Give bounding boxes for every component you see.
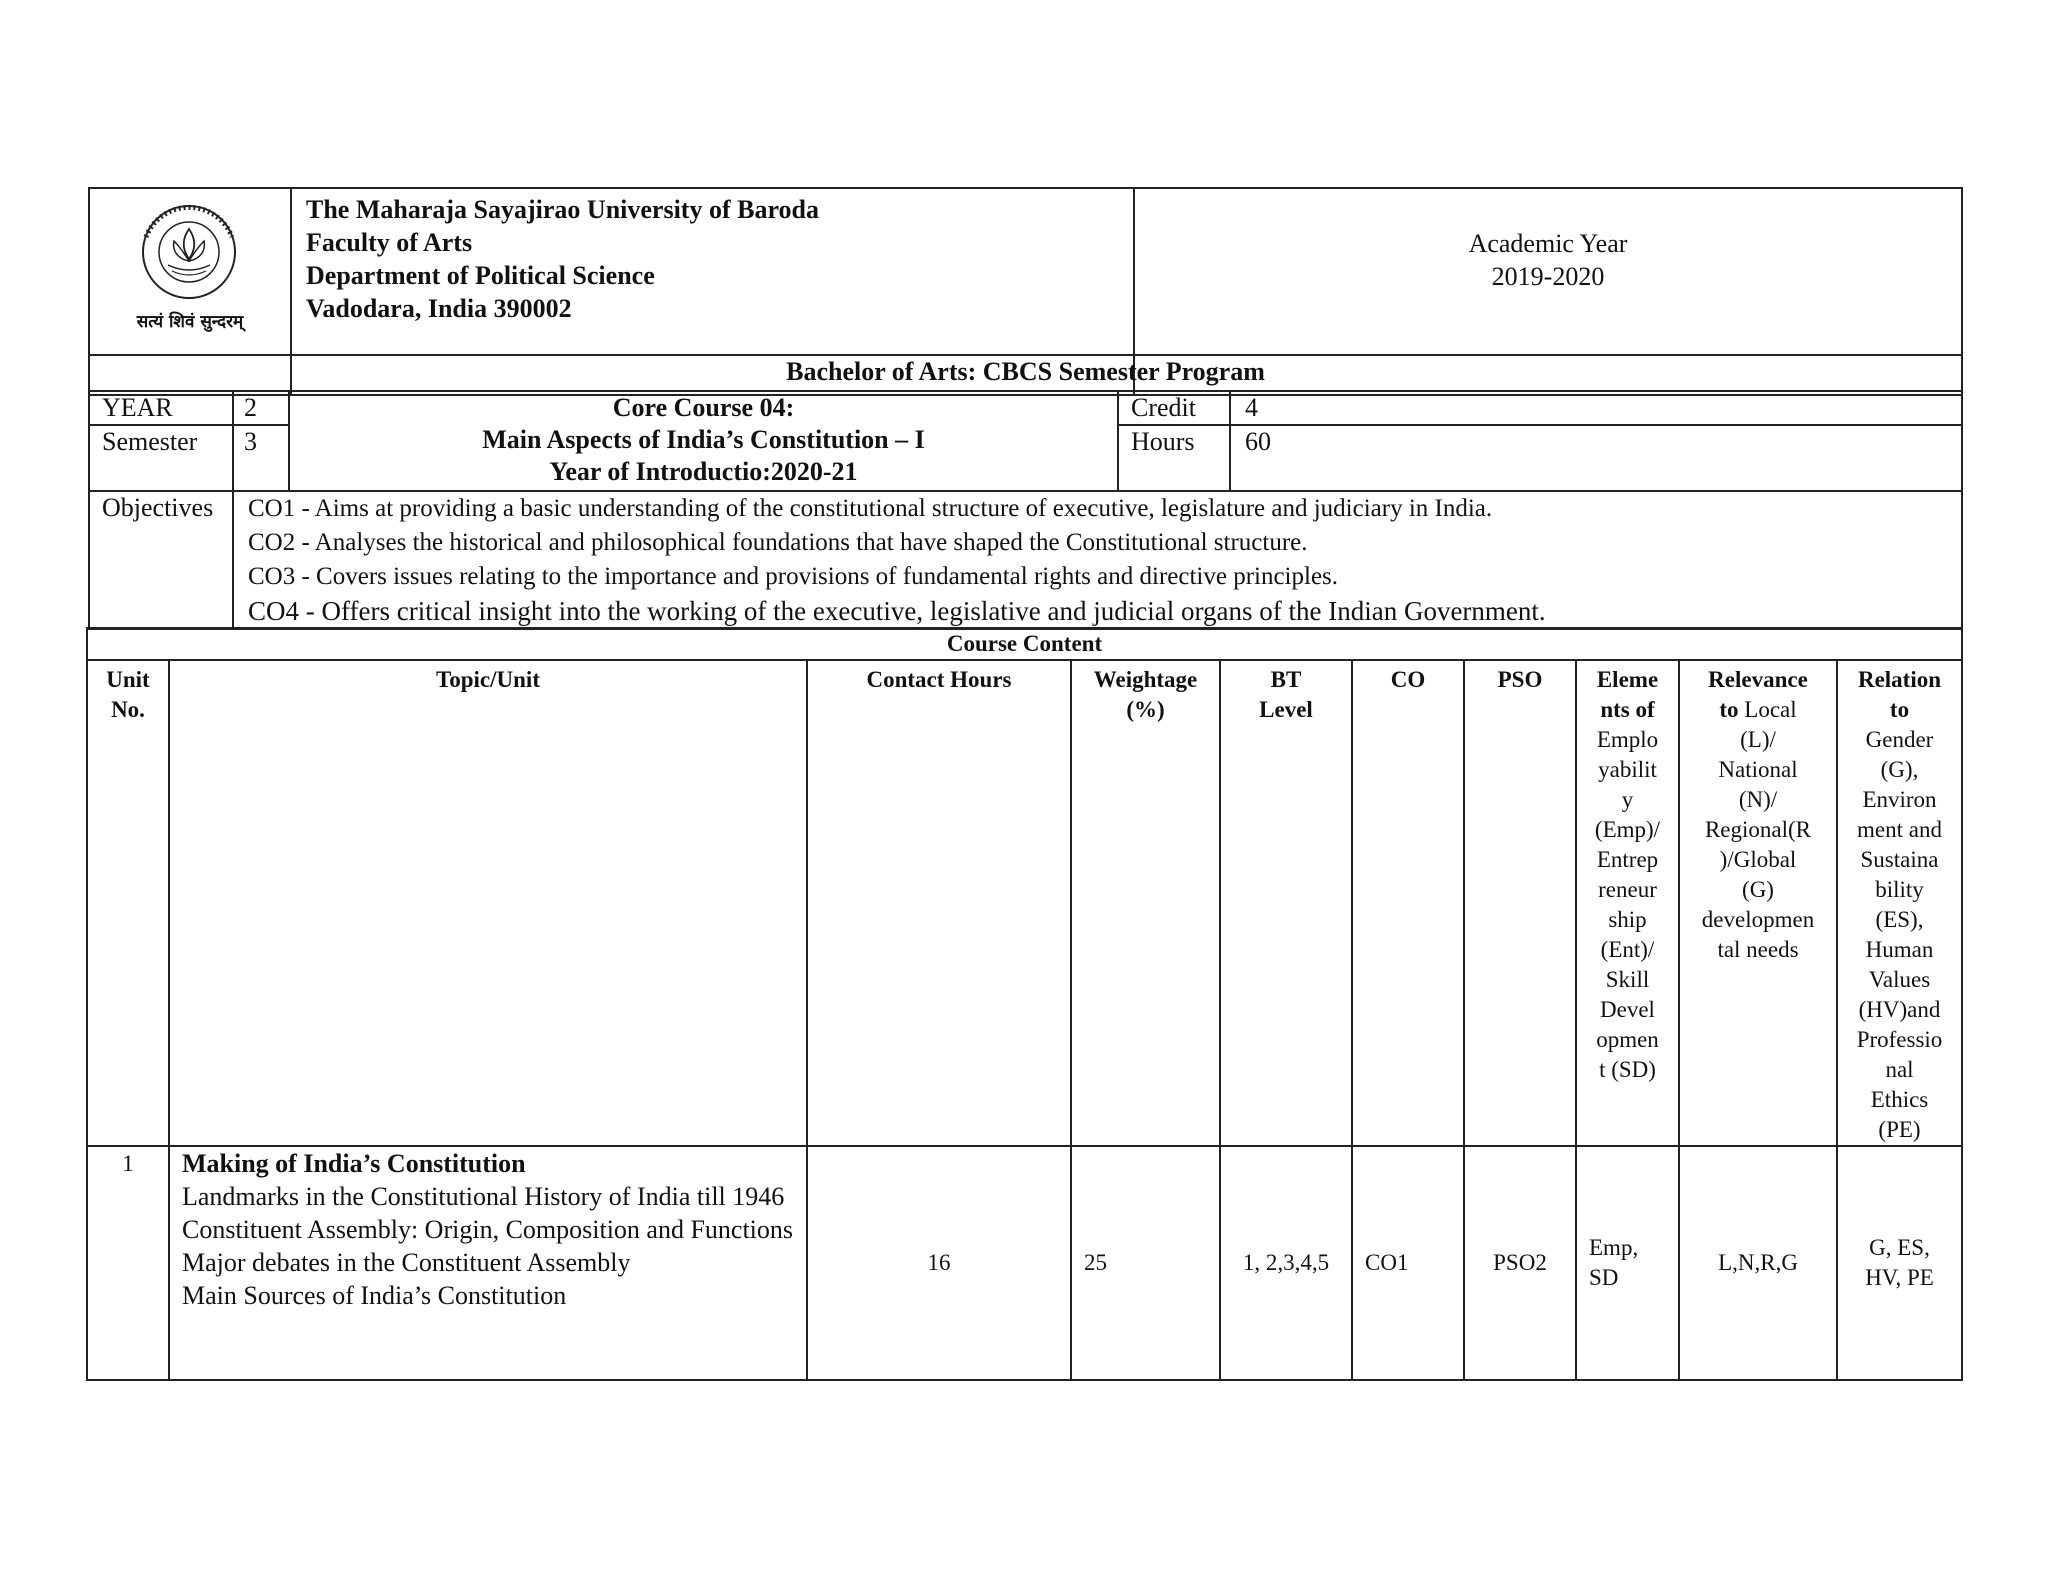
col-relation-line: (G), xyxy=(1880,757,1919,782)
col-emp-line: Skill xyxy=(1605,967,1650,992)
row-relation-line: HV, PE xyxy=(1865,1265,1934,1290)
row-unit: 1 xyxy=(87,1146,169,1380)
row-weightage: 25 xyxy=(1071,1146,1220,1380)
logo-motto: सत्यं शिवं सुन्दरम् xyxy=(136,312,244,332)
col-relation-line: (ES), xyxy=(1875,907,1924,932)
row-topic xyxy=(169,1146,807,1380)
col-relevance-line: (G) xyxy=(1742,877,1774,902)
table-row xyxy=(87,1146,1962,1380)
semester-label: Semester xyxy=(89,425,233,491)
course-code: Core Course 04: xyxy=(612,393,795,422)
col-relation-line: Ethics xyxy=(1870,1087,1929,1112)
row-employability xyxy=(1576,1146,1679,1380)
row-contact-hours: 16 xyxy=(807,1146,1071,1380)
course-content-table xyxy=(86,627,1963,1381)
col-bt-level-header xyxy=(1220,660,1352,1146)
col-relation-line: nal xyxy=(1885,1057,1914,1082)
col-relevance-line: (N)/ xyxy=(1738,787,1778,812)
col-unit-line: Unit xyxy=(106,667,150,692)
col-relation-line: Environ xyxy=(1862,787,1937,812)
program-info-table xyxy=(88,354,1963,630)
objectives-label: Objectives xyxy=(89,491,233,629)
faculty-name: Faculty of Arts xyxy=(306,228,473,257)
hours-label: Hours xyxy=(1118,425,1230,491)
row-emp-line: Emp, xyxy=(1589,1235,1639,1260)
col-relevance-line: Regional(R xyxy=(1704,817,1812,842)
col-emp-line: t (SD) xyxy=(1599,1057,1656,1082)
col-emp-line: (Emp)/ xyxy=(1594,817,1661,842)
address-line: Vadodara, India 390002 xyxy=(306,294,572,323)
academic-year-value: 2019-2020 xyxy=(1491,262,1605,291)
col-relation-header xyxy=(1837,660,1962,1146)
row-bt-level: 1, 2,3,4,5 xyxy=(1220,1146,1352,1380)
col-topic-header: Topic/Unit xyxy=(169,660,807,1146)
credit-value: 4 xyxy=(1230,391,1962,425)
hours-value: 60 xyxy=(1230,425,1962,491)
col-unit-line: No. xyxy=(111,697,145,722)
col-weightage-line: Weightage xyxy=(1093,667,1198,692)
topic-line: Landmarks in the Constitutional History of India till 1946 xyxy=(182,1182,785,1211)
col-relation-line: to xyxy=(1889,697,1910,722)
objective-co2: CO2 - Analyses the historical and philosophical foundations that have shaped the Constitutional structure. xyxy=(248,529,1308,556)
col-relevance-line xyxy=(1680,695,1836,725)
col-emp-line: Eleme xyxy=(1596,667,1659,692)
col-co-header: CO xyxy=(1352,660,1464,1146)
university-seal-icon xyxy=(124,197,254,317)
col-relevance-line: developmen xyxy=(1701,907,1815,932)
row-co: CO1 xyxy=(1352,1146,1464,1380)
col-emp-line: Emplo xyxy=(1596,727,1659,752)
year-value: 2 xyxy=(233,391,289,425)
col-emp-line: reneur xyxy=(1598,877,1657,902)
objective-co3: CO3 - Covers issues relating to the importance and provisions of fundamental rights and directive principles. xyxy=(248,563,1339,590)
col-relation-line: (HV)and xyxy=(1858,997,1941,1022)
objective-co4: CO4 - Offers critical insight into the working of the executive, legislative and judicial organs of the Indian Government. xyxy=(248,596,1546,626)
topic-title: Making of India’s Constitution xyxy=(182,1149,526,1178)
col-emp-line: yabilit xyxy=(1598,757,1657,782)
col-relation-line: Sustaina xyxy=(1860,847,1939,872)
col-relation-line: (PE) xyxy=(1878,1117,1921,1142)
col-relation-line: ment and xyxy=(1857,817,1942,842)
objectives-cell xyxy=(233,491,1962,629)
row-pso: PSO2 xyxy=(1464,1146,1576,1380)
col-emp-line: Devel xyxy=(1600,997,1655,1022)
col-relevance-line: National xyxy=(1718,757,1798,782)
col-relation-rest xyxy=(1838,725,1961,1145)
col-bt-line: Level xyxy=(1259,697,1313,722)
program-title: Bachelor of Arts: CBCS Semester Program xyxy=(89,355,1962,391)
col-relation-line: Relation xyxy=(1857,667,1942,692)
course-title-cell xyxy=(289,391,1118,491)
course-name: Main Aspects of India’s Constitution – I xyxy=(482,425,925,454)
col-relation-line: bility xyxy=(1875,877,1924,902)
col-relation-line: Human xyxy=(1865,937,1934,962)
topic-line: Major debates in the Constituent Assembly xyxy=(182,1248,631,1277)
col-weightage-line: (%) xyxy=(1126,697,1165,722)
topic-line: Constituent Assembly: Origin, Composition and Functions xyxy=(182,1215,794,1244)
col-bt-line: BT xyxy=(1270,667,1302,692)
topic-line: Main Sources of India’s Constitution xyxy=(182,1281,567,1310)
col-relevance-to: to xyxy=(1719,697,1739,722)
col-relevance-header xyxy=(1679,660,1837,1146)
col-contact-hours-header: Contact Hours xyxy=(807,660,1071,1146)
col-relation-line: Gender xyxy=(1865,727,1934,752)
academic-year-label: Academic Year xyxy=(1468,229,1628,258)
row-emp-line: SD xyxy=(1589,1265,1619,1290)
col-relevance-line: tal needs xyxy=(1717,937,1799,962)
col-emp-line: nts of xyxy=(1600,697,1655,722)
credit-label: Credit xyxy=(1118,391,1230,425)
col-emp-line: y xyxy=(1621,787,1634,812)
col-emp-line: (Ent)/ xyxy=(1600,937,1655,962)
department-name: Department of Political Science xyxy=(306,261,655,290)
col-relevance-line: (L)/ xyxy=(1740,727,1776,752)
col-relevance-local: Local xyxy=(1738,697,1797,722)
year-label: YEAR xyxy=(89,391,233,425)
col-weightage-header xyxy=(1071,660,1220,1146)
col-relation-line: Professio xyxy=(1856,1027,1943,1052)
col-employability-header xyxy=(1576,660,1679,1146)
col-pso-header: PSO xyxy=(1464,660,1576,1146)
row-relevance: L,N,R,G xyxy=(1679,1146,1837,1380)
objective-co1: CO1 - Aims at providing a basic understanding of the constitutional structure of executive, legislature and judiciary in India. xyxy=(248,495,1493,522)
col-relevance-line: )/Global xyxy=(1719,847,1797,872)
col-emp-line: opmen xyxy=(1596,1027,1659,1052)
col-unit-header xyxy=(87,660,169,1146)
col-emp-line: Entrep xyxy=(1596,847,1659,872)
course-content-title: Course Content xyxy=(87,628,1962,660)
university-name: The Maharaja Sayajirao University of Baroda xyxy=(306,195,819,224)
semester-value: 3 xyxy=(233,425,289,491)
col-emp-line: ship xyxy=(1608,907,1647,932)
col-relevance-line: Relevance xyxy=(1708,667,1808,692)
col-relation-line: Values xyxy=(1868,967,1931,992)
col-emp-rest xyxy=(1577,725,1678,1085)
university-logo xyxy=(90,189,290,356)
col-relevance-rest xyxy=(1680,695,1836,965)
row-relation xyxy=(1837,1146,1962,1380)
row-relation-line: G, ES, xyxy=(1869,1235,1930,1260)
year-of-introduction: Year of Introductio:2020-21 xyxy=(549,457,858,486)
